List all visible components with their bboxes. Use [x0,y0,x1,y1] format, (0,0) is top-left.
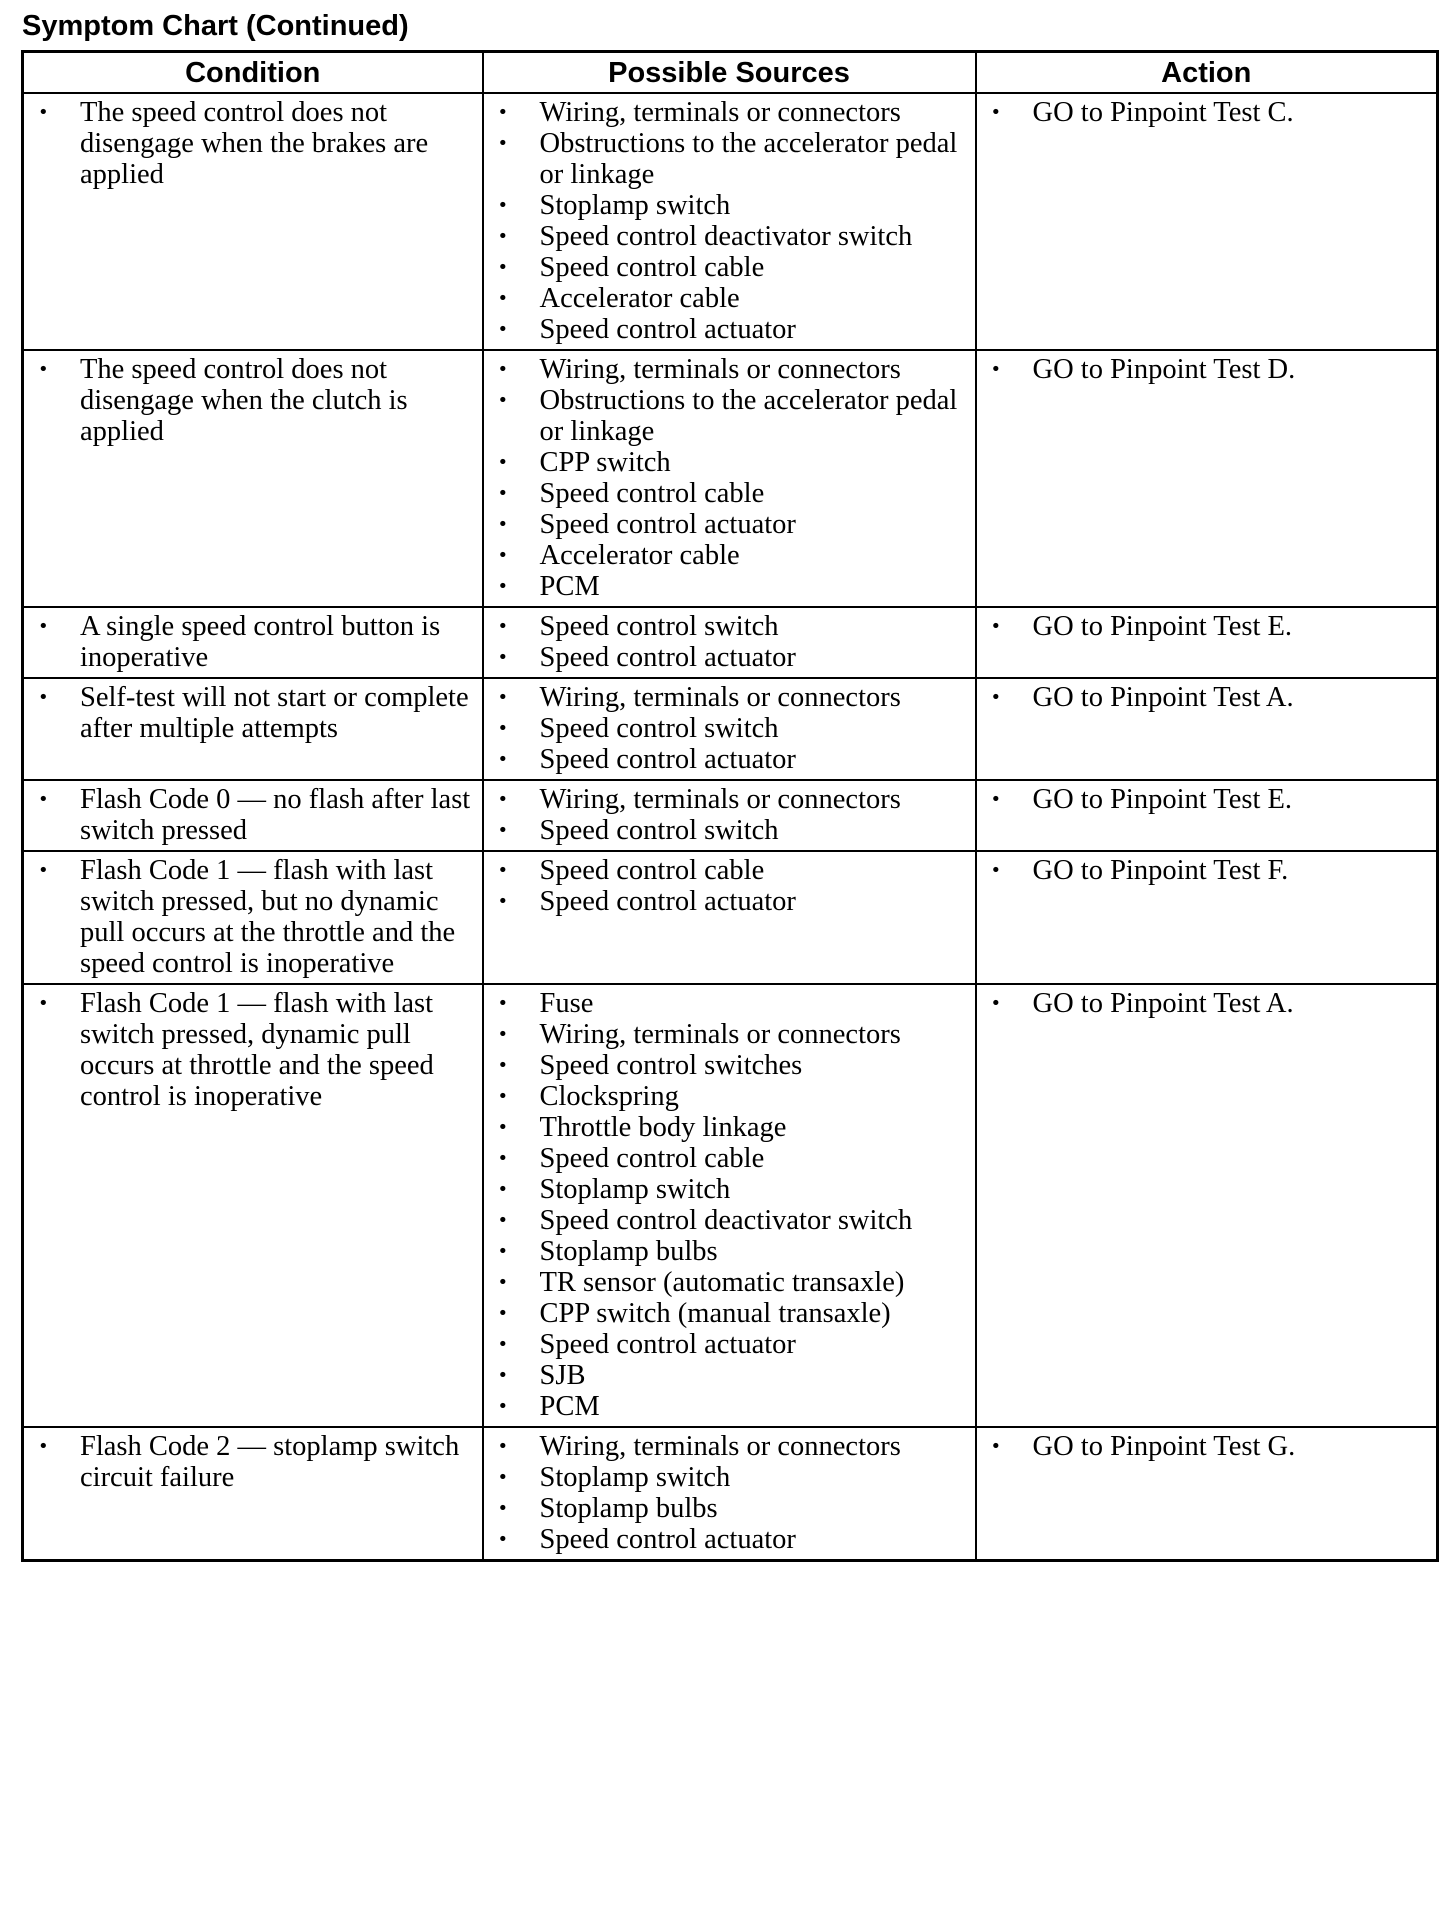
list-item [484,221,975,252]
list-item-text: CPP switch [539,447,671,478]
list-item [484,1431,975,1462]
action-cell [976,678,1438,780]
bullet-icon: • [497,789,509,810]
bullet-icon: • [990,993,1002,1014]
list-item [484,571,975,602]
table-header-row [23,52,1438,94]
bullet-list [24,852,482,983]
list-item-text: Flash Code 1 — flash with last switch pressed, dynamic pull occurs at throttle and the speed control is inoperative [80,988,434,1112]
bullet-list [484,852,975,921]
list-item-text: Clockspring [539,1081,679,1112]
list-item-text: GO to Pinpoint Test C. [1032,97,1294,128]
list-item-text: Wiring, terminals or connectors [539,682,901,713]
bullet-icon: • [497,1055,509,1076]
list-item-text: PCM [539,571,600,602]
list-item [977,354,1437,385]
list-item [484,886,975,917]
condition-cell [23,350,483,607]
possible-sources-cell [483,984,976,1427]
list-item [484,1205,975,1236]
bullet-icon: • [497,1086,509,1107]
list-item-text: A single speed control button is inoperative [80,611,441,673]
list-item [24,97,482,190]
bullet-list [977,781,1437,819]
table-row [23,984,1438,1427]
table-row [23,851,1438,984]
list-item [484,1329,975,1360]
bullet-icon: • [497,616,509,637]
possible-sources-cell [483,350,976,607]
list-item-text: TR sensor (automatic transaxle) [539,1267,905,1298]
list-item [484,1360,975,1391]
bullet-icon: • [497,288,509,309]
list-item-text: Speed control switch [539,713,779,744]
list-item-text: Stoplamp switch [539,190,731,221]
bullet-icon: • [38,616,49,637]
bullet-icon: • [497,257,509,278]
bullet-icon: • [497,820,509,841]
action-cell [976,350,1438,607]
list-item-text: Stoplamp switch [539,1462,731,1493]
bullet-icon: • [497,1210,509,1231]
bullet-list [977,1428,1437,1466]
bullet-list [24,351,482,451]
list-item-text: Speed control actuator [539,744,796,775]
bullet-list [977,351,1437,389]
list-item-text: GO to Pinpoint Test D. [1032,354,1296,385]
list-item-text: Throttle body linkage [539,1112,787,1143]
bullet-icon: • [497,390,509,411]
list-item-text: Wiring, terminals or connectors [539,1019,901,1050]
list-item-text: Self-test will not start or complete after multiple attempts [80,682,469,744]
list-item-text: Obstructions to the accelerator pedal or linkage [539,128,958,190]
list-item [24,354,482,447]
list-item [484,1298,975,1329]
bullet-icon: • [497,647,509,668]
list-item-text: Accelerator cable [539,283,740,314]
bullet-icon: • [497,102,509,123]
list-item-text: Flash Code 2 — stoplamp switch circuit failure [80,1431,460,1493]
bullet-list [977,608,1437,646]
bullet-icon: • [990,687,1002,708]
list-item-text: Speed control switch [539,815,779,846]
bullet-list [484,94,975,349]
bullet-icon: • [38,1436,49,1457]
list-item-text: Stoplamp bulbs [539,1236,718,1267]
condition-cell [23,984,483,1427]
bullet-list [484,1428,975,1559]
list-item [484,611,975,642]
list-item [484,1493,975,1524]
table-row [23,350,1438,607]
bullet-icon: • [497,749,509,770]
list-item [484,988,975,1019]
list-item [977,988,1437,1019]
list-item-text: GO to Pinpoint Test G. [1032,1431,1296,1462]
list-item [484,1019,975,1050]
list-item [484,128,975,190]
bullet-list [977,94,1437,132]
condition-cell [23,851,483,984]
list-item-text: PCM [539,1391,600,1422]
action-cell [976,607,1438,678]
list-item [977,97,1437,128]
possible-sources-cell [483,678,976,780]
condition-cell [23,93,483,350]
list-item-text: Wiring, terminals or connectors [539,1431,901,1462]
list-item-text: The speed control does not disengage when the brakes are applied [80,97,429,190]
list-item [484,97,975,128]
bullet-icon: • [38,789,49,810]
list-item [977,682,1437,713]
bullet-icon: • [990,1436,1002,1457]
list-item-text: GO to Pinpoint Test E. [1032,611,1293,642]
list-item-text: GO to Pinpoint Test F. [1032,855,1289,886]
list-item-text: Speed control actuator [539,314,796,345]
list-item-text: Accelerator cable [539,540,740,571]
list-item-text: SJB [539,1360,586,1391]
list-item-text: Speed control deactivator switch [539,221,913,252]
list-item-text: Flash Code 1 — flash with last switch pressed, but no dynamic pull occurs at the throttle and the speed control is inoperative [80,855,456,979]
bullet-icon: • [990,359,1002,380]
list-item-text: GO to Pinpoint Test A. [1032,682,1294,713]
action-cell [976,984,1438,1427]
bullet-icon: • [497,1241,509,1262]
list-item [484,385,975,447]
list-item [484,283,975,314]
list-item-text: Obstructions to the accelerator pedal or linkage [539,385,958,447]
bullet-icon: • [497,359,509,380]
bullet-icon: • [497,1303,509,1324]
bullet-list [977,852,1437,890]
bullet-list [24,679,482,748]
bullet-icon: • [497,195,509,216]
list-item [24,1431,482,1493]
list-item [484,784,975,815]
list-item [484,1050,975,1081]
list-item [484,1112,975,1143]
list-item-text: Speed control switch [539,611,779,642]
list-item [484,1524,975,1555]
bullet-icon: • [497,452,509,473]
symptom-table [21,50,1439,1562]
bullet-list [484,781,975,850]
bullet-icon: • [497,576,509,597]
list-item [484,744,975,775]
list-item [24,611,482,673]
bullet-icon: • [497,891,509,912]
list-item-text: Wiring, terminals or connectors [539,97,901,128]
list-item-text: Stoplamp switch [539,1174,731,1205]
list-item-text: Speed control actuator [539,1329,796,1360]
bullet-icon: • [990,789,1002,810]
bullet-list [24,985,482,1116]
list-item-text: Speed control cable [539,478,765,509]
bullet-icon: • [497,226,509,247]
list-item [484,642,975,673]
list-item [977,1431,1437,1462]
possible-sources-cell [483,851,976,984]
bullet-icon: • [497,1396,509,1417]
list-item-text: Flash Code 0 — no flash after last switch pressed [80,784,471,846]
bullet-list [484,679,975,779]
bullet-icon: • [497,1024,509,1045]
list-item [484,1174,975,1205]
bullet-list [24,608,482,677]
table-row [23,607,1438,678]
bullet-icon: • [497,718,509,739]
list-item [977,784,1437,815]
list-item-text: Speed control cable [539,1143,765,1174]
possible-sources-cell [483,607,976,678]
list-item [484,190,975,221]
list-item-text: CPP switch (manual transaxle) [539,1298,891,1329]
list-item-text: Wiring, terminals or connectors [539,354,901,385]
list-item [484,1143,975,1174]
list-item [484,447,975,478]
bullet-list [977,679,1437,717]
bullet-icon: • [497,1467,509,1488]
bullet-icon: • [990,860,1002,881]
table-row [23,780,1438,851]
list-item [484,682,975,713]
bullet-icon: • [497,1529,509,1550]
list-item [24,855,482,979]
column-header-condition: Condition [23,52,483,94]
list-item-text: Speed control actuator [539,642,796,673]
bullet-icon: • [497,860,509,881]
list-item [484,354,975,385]
condition-cell [23,678,483,780]
action-cell [976,93,1438,350]
bullet-list [484,351,975,606]
possible-sources-cell [483,780,976,851]
list-item [484,252,975,283]
list-item-text: Speed control deactivator switch [539,1205,913,1236]
list-item [484,509,975,540]
table-row [23,1427,1438,1561]
bullet-icon: • [38,993,49,1014]
list-item [484,1081,975,1112]
list-item-text: The speed control does not disengage when the clutch is applied [80,354,408,447]
bullet-icon: • [497,483,509,504]
bullet-icon: • [497,687,509,708]
bullet-icon: • [990,616,1002,637]
table-row [23,678,1438,780]
bullet-icon: • [497,1179,509,1200]
bullet-icon: • [38,102,49,123]
column-header-action: Action [976,52,1438,94]
bullet-icon: • [497,993,509,1014]
list-item [484,1267,975,1298]
list-item [484,1462,975,1493]
bullet-icon: • [497,545,509,566]
list-item-text: GO to Pinpoint Test A. [1032,988,1294,1019]
action-cell [976,851,1438,984]
possible-sources-cell [483,93,976,350]
bullet-icon: • [497,514,509,535]
condition-cell [23,1427,483,1561]
bullet-icon: • [38,687,49,708]
table-row [23,93,1438,350]
bullet-icon: • [497,1148,509,1169]
list-item [484,478,975,509]
list-item-text: Speed control actuator [539,1524,796,1555]
list-item-text: Fuse [539,988,594,1019]
list-item [484,713,975,744]
list-item-text: Speed control cable [539,855,765,886]
bullet-list [24,1428,482,1497]
list-item [484,855,975,886]
bullet-icon: • [497,133,509,154]
list-item-text: Stoplamp bulbs [539,1493,718,1524]
action-cell [976,1427,1438,1561]
list-item-text: GO to Pinpoint Test E. [1032,784,1293,815]
possible-sources-cell [483,1427,976,1561]
list-item-text: Speed control actuator [539,886,796,917]
list-item [484,540,975,571]
bullet-list [484,608,975,677]
list-item [484,1391,975,1422]
list-item-text: Speed control switches [539,1050,803,1081]
list-item [484,815,975,846]
bullet-icon: • [497,1117,509,1138]
list-item [977,611,1437,642]
list-item [24,988,482,1112]
bullet-icon: • [497,319,509,340]
bullet-icon: • [497,1272,509,1293]
bullet-list [484,985,975,1426]
bullet-icon: • [497,1365,509,1386]
bullet-list [977,985,1437,1023]
condition-cell [23,780,483,851]
bullet-list [24,94,482,194]
bullet-icon: • [497,1334,509,1355]
list-item-text: Speed control actuator [539,509,796,540]
bullet-icon: • [38,359,49,380]
condition-cell [23,607,483,678]
list-item [484,314,975,345]
action-cell [976,780,1438,851]
table-body [23,93,1438,1561]
page-title: Symptom Chart (Continued) [22,10,409,42]
list-item [24,682,482,744]
bullet-list [24,781,482,850]
list-item [977,855,1437,886]
list-item-text: Wiring, terminals or connectors [539,784,901,815]
bullet-icon: • [497,1436,509,1457]
list-item-text: Speed control cable [539,252,765,283]
list-item [24,784,482,846]
bullet-icon: • [497,1498,509,1519]
column-header-possible-sources: Possible Sources [483,52,976,94]
bullet-icon: • [38,860,49,881]
list-item [484,1236,975,1267]
bullet-icon: • [990,102,1002,123]
